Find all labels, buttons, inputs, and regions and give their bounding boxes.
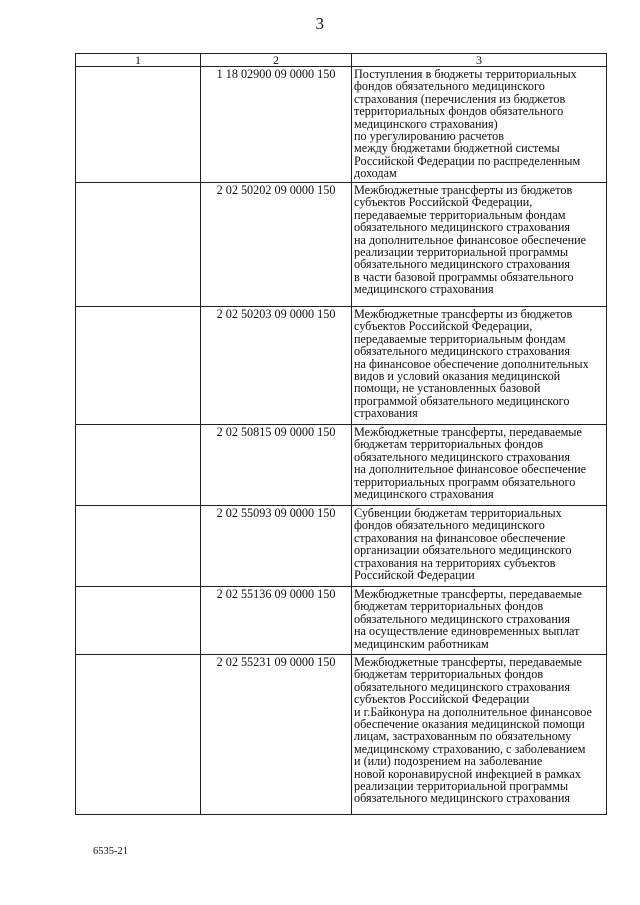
column-header-2: 2 bbox=[201, 54, 352, 67]
column-header-1: 1 bbox=[76, 54, 201, 67]
description-cell: Межбюджетные трансферты, передаваемые бюджетам территориальных фондов обязательного медицинского страхования субъектов Российской Федерации и г.Байконура на дополнительное финансовое обеспечение оказания медицинской помощи лицам, застрахованным по обязательному медицинскому страхованию, с заболеванием и (или) подозрением на заболевание новой коронавирусной инфекцией в рамках реализации территориальной программы обязательного медицинского страхования bbox=[352, 655, 607, 815]
admin-code-cell bbox=[76, 587, 201, 655]
budget-code-cell: 2 02 55093 09 0000 150 bbox=[201, 506, 352, 587]
description-cell: Межбюджетные трансферты, передаваемые бюджетам территориальных фондов обязательного медицинского страхования на дополнительное финансовое обеспечение территориальных программ обязательного медицинского страхования bbox=[352, 425, 607, 506]
admin-code-cell bbox=[76, 655, 201, 815]
table-row bbox=[76, 506, 607, 587]
column-header-3: 3 bbox=[352, 54, 607, 67]
description-cell: Межбюджетные трансферты из бюджетов субъектов Российской Федерации, передаваемые территориальным фондам обязательного медицинского страхования на дополнительное финансовое обеспечение реализации территориальной программы обязательного медицинского страхования в части базовой программы обязательного медицинского страхования bbox=[352, 183, 607, 307]
admin-code-cell bbox=[76, 183, 201, 307]
budget-code-cell: 2 02 50203 09 0000 150 bbox=[201, 307, 352, 425]
table-row bbox=[76, 655, 607, 815]
table-header-row bbox=[76, 54, 607, 67]
admin-code-cell bbox=[76, 307, 201, 425]
admin-code-cell bbox=[76, 506, 201, 587]
budget-classification-table bbox=[75, 53, 607, 815]
page-number: 3 bbox=[315, 14, 325, 33]
budget-code-cell: 2 02 55231 09 0000 150 bbox=[201, 655, 352, 815]
table-row bbox=[76, 425, 607, 506]
document-footer-code: 6535-21 bbox=[93, 846, 128, 857]
table-row bbox=[76, 587, 607, 655]
table-row bbox=[76, 183, 607, 307]
table-row bbox=[76, 67, 607, 183]
admin-code-cell bbox=[76, 425, 201, 506]
table-row bbox=[76, 307, 607, 425]
budget-code-cell: 2 02 50202 09 0000 150 bbox=[201, 183, 352, 307]
description-cell: Межбюджетные трансферты, передаваемые бюджетам территориальных фондов обязательного медицинского страхования на осуществление единовременных выплат медицинским работникам bbox=[352, 587, 607, 655]
description-cell: Поступления в бюджеты территориальных фондов обязательного медицинского страхования (перечисления из бюджетов территориальных фондов обязательного медицинского страхования) по урегулированию расчетов между бюджетами бюджетной системы Российской Федерации по распределенным доходам bbox=[352, 67, 607, 183]
admin-code-cell bbox=[76, 67, 201, 183]
description-cell: Межбюджетные трансферты из бюджетов субъектов Российской Федерации, передаваемые территориальным фондам обязательного медицинского страхования на финансовое обеспечение дополнительных видов и условий оказания медицинской помощи, не установленных базовой программой обязательного медицинского страхования bbox=[352, 307, 607, 425]
budget-code-cell: 2 02 55136 09 0000 150 bbox=[201, 587, 352, 655]
description-cell: Субвенции бюджетам территориальных фондов обязательного медицинского страхования на финансовое обеспечение организации обязательного медицинского страхования на территориях субъектов Российской Федерации bbox=[352, 506, 607, 587]
budget-code-cell: 1 18 02900 09 0000 150 bbox=[201, 67, 352, 183]
budget-code-cell: 2 02 50815 09 0000 150 bbox=[201, 425, 352, 506]
